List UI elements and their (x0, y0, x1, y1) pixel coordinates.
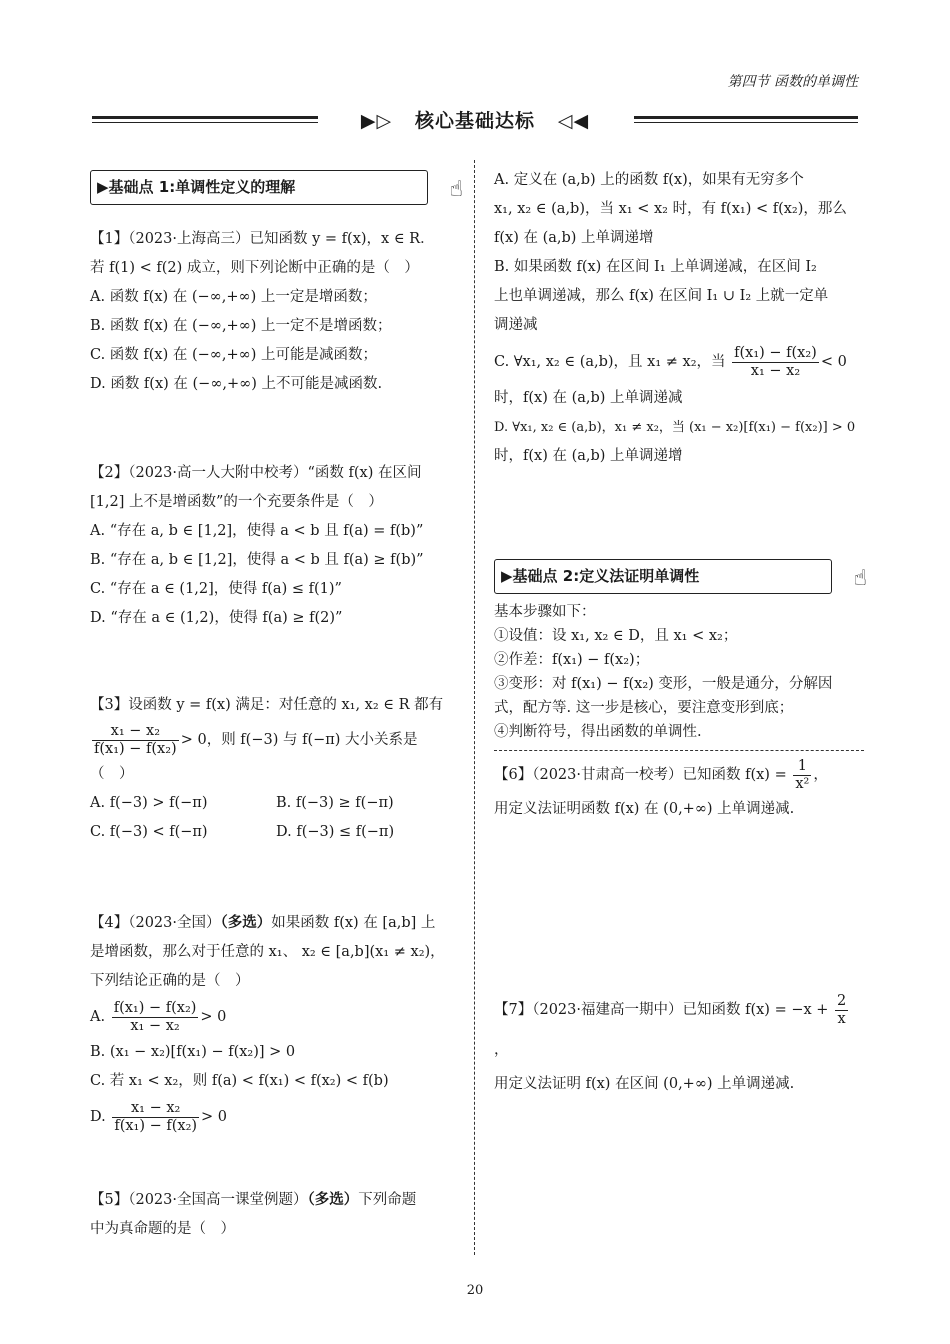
question-6 (494, 755, 864, 824)
q5-option-c-line2: 时，f(x) 在 (a,b) 上单调递减 (494, 390, 683, 406)
q5-c-tail: < 0 (820, 354, 847, 370)
title-left-arrows: ▶▷ (360, 110, 393, 132)
q5-option-b-line2: 上也单调递减，那么 f(x) 在区间 I₁ ∪ I₂ 上就一定单 (494, 288, 829, 304)
section-title (0, 106, 950, 133)
q3-number: 【3】 (90, 697, 129, 713)
q3-options-row2 (90, 818, 462, 847)
q1-stem-line2: 若 f(1) < f(2) 成立，则下列论断中正确的是（ ） (90, 260, 419, 276)
q6-den: x² (795, 775, 810, 792)
q2-stem-line2: [1,2] 上不是增函数”的一个充要条件是（ ） (90, 494, 383, 510)
q4-a-num: f(x₁) − f(x₂) (113, 999, 197, 1016)
q4-number: 【4】 (90, 915, 129, 931)
q2-stem-line1 (90, 459, 462, 488)
q5-c-den: x₁ − x₂ (750, 362, 801, 379)
q4-d-den: f(x₁) − f(x₂) (114, 1117, 198, 1134)
q6-num: 1 (793, 758, 811, 776)
q4-a-tail: > 0 (200, 1009, 227, 1025)
step-3-line2: 式，配方等. 这一步是核心，要注意变形到底； (494, 700, 794, 716)
q3-paren: （ ） (90, 766, 134, 782)
q1-option-d: D. 函数 f(x) 在 (−∞,+∞) 上不可能是减函数. (90, 376, 383, 392)
q4-d-fraction (112, 1100, 199, 1135)
q7-source: （2023·福建高一期中） (532, 1002, 683, 1018)
q3-stem-a: 设函数 y = f(x) 满足：对任意的 x₁, x₂ ∈ R 都有 (128, 697, 444, 713)
q6-stem-line2: 用定义法证明函数 f(x) 在 (0,+∞) 上单调递减. (494, 801, 795, 817)
q5-stem-a: 下列命题 (358, 1192, 417, 1208)
q5-stem-line2: 中为真命题的是（ ） (90, 1221, 235, 1237)
q5-option-a-line2: x₁, x₂ ∈ (a,b)，当 x₁ < x₂ 时，有 f(x₁) < f(x₂)，那么 (494, 201, 847, 217)
step-2: ②作差：f(x₁) − f(x₂)； (494, 652, 650, 668)
q6-tail: ， (813, 767, 828, 783)
q4-stem-a: 如果函数 f(x) 在 [a,b] 上 (271, 915, 436, 931)
basic-point-2-label: ▶基础点 2:定义法证明单调性 (501, 567, 700, 585)
steps-divider (494, 750, 864, 751)
q3-option-d: D. f(−3) ≤ f(−π) (276, 824, 395, 840)
q7-fraction (835, 993, 848, 1028)
q6-stem-line1 (494, 755, 864, 795)
q2-source: （2023·高一人大附中校考） (128, 465, 308, 481)
q4-d-tail: > 0 (201, 1109, 228, 1125)
q5-option-b-line1: B. 如果函数 f(x) 在区间 I₁ 上单调递减，在区间 I₂ (494, 259, 817, 275)
q5-c-text: C. ∀x₁, x₂ ∈ (a,b)，且 x₁ ≠ x₂，当 (494, 354, 726, 370)
q3-stem-line2 (90, 720, 462, 760)
q3-fraction (92, 723, 179, 758)
q2-option-d: D. “存在 a ∈ (1,2)，使得 f(a) ≥ f(2)” (90, 610, 343, 626)
q3-option-b: B. f(−3) ≥ f(−π) (276, 795, 394, 811)
right-column (494, 166, 867, 1099)
section-header: 第四节 函数的单调性 (727, 74, 858, 90)
q5-number: 【5】 (90, 1192, 129, 1208)
proof-steps (494, 600, 864, 744)
q4-a-label: A. (90, 1009, 106, 1025)
q6-fraction (793, 758, 811, 793)
step-1: ①设值：设 x₁, x₂ ∈ D，且 x₁ < x₂； (494, 628, 738, 644)
q7-num: 2 (837, 992, 847, 1009)
q3-stem-b: > 0，则 f(−3) 与 f(−π) 大小关系是 (180, 732, 418, 748)
q2-option-b: B. “存在 a, b ∈ [1,2]，使得 a < b 且 f(a) ≥ f(b)” (90, 552, 424, 568)
q1-source: （2023·上海高三） (128, 231, 250, 247)
pointing-hand-icon: ☝ (853, 566, 867, 591)
q5-stem-line1 (90, 1186, 462, 1215)
step-3-line1: ③变形：对 f(x₁) − f(x₂) 变形，一般是通分，分解因 (494, 676, 833, 692)
q5-option-a-line1: A. 定义在 (a,b) 上的函数 f(x)，如果有无穷多个 (494, 172, 804, 188)
q7-stem-a: 已知函数 f(x) = −x + (682, 1002, 829, 1018)
title-right-arrows: ◁◀ (557, 110, 590, 132)
question-1 (90, 225, 462, 399)
q1-stem-line1 (90, 225, 462, 254)
question-5-start (90, 1186, 462, 1244)
q1-option-b: B. 函数 f(x) 在 (−∞,+∞) 上一定不是增函数； (90, 318, 392, 334)
q3-frac-num: x₁ − x₂ (92, 723, 179, 741)
q4-a-fraction (112, 1000, 199, 1035)
left-column (90, 170, 462, 1244)
q4-stem-line2: 是增函数，那么对于任意的 x₁、 x₂ ∈ [a,b](x₁ ≠ x₂)， (90, 944, 445, 960)
q2-option-a: A. “存在 a, b ∈ [1,2]，使得 a < b 且 f(a) = f(b)” (90, 523, 424, 539)
column-divider (474, 160, 475, 1255)
q7-stem-line1 (494, 990, 864, 1070)
q4-stem-line3: 下列结论正确的是（ ） (90, 973, 250, 989)
q5-option-a-line3: f(x) 在 (a,b) 上单调递增 (494, 230, 654, 246)
title-text: 核心基础达标 (414, 110, 535, 132)
basic-point-1-label: ▶基础点 1:单调性定义的理解 (97, 178, 296, 196)
q3-stem-line1 (90, 691, 462, 720)
q3-frac-den: f(x₁) − f(x₂) (94, 740, 177, 757)
q3-option-c: C. f(−3) < f(−π) (90, 824, 208, 840)
q1-number: 【1】 (90, 231, 129, 247)
q5-source: （2023·全国高一课堂例题） (128, 1192, 308, 1208)
q4-multi-tag: （多选） (220, 915, 272, 931)
q1-option-a: A. 函数 f(x) 在 (−∞,+∞) 上一定是增函数； (90, 289, 377, 305)
q2-number: 【2】 (90, 465, 129, 481)
q7-number: 【7】 (494, 1002, 533, 1018)
q4-a-den: x₁ − x₂ (130, 1017, 180, 1034)
q4-option-d (90, 1096, 462, 1138)
question-5-options (494, 166, 864, 471)
basic-point-1-box (90, 170, 463, 205)
q1-stem-a: 已知函数 y = f(x)，x ∈ R． (249, 231, 435, 247)
q4-d-label: D. (90, 1109, 106, 1125)
step-4: ④判断符号，得出函数的单调性. (494, 724, 702, 740)
q6-stem-a: 已知函数 f(x) = (682, 767, 787, 783)
q2-option-c: C. “存在 a ∈ (1,2]，使得 f(a) ≤ f(1)” (90, 581, 342, 597)
q4-option-a (90, 996, 462, 1038)
q6-number: 【6】 (494, 767, 533, 783)
q5-c-fraction (732, 345, 819, 380)
q5-c-num: f(x₁) − f(x₂) (734, 344, 817, 361)
q5-option-c-line1 (494, 340, 864, 384)
q6-source: （2023·甘肃高一校考） (532, 767, 683, 783)
question-4 (90, 909, 462, 1138)
pointing-hand-icon: ☝ (449, 177, 463, 202)
q7-stem-line2: 用定义法证明 f(x) 在区间 (0,+∞) 上单调递减. (494, 1076, 795, 1092)
q5-option-d-line1: D. ∀x₁, x₂ ∈ (a,b)，x₁ ≠ x₂，当 (x₁ − x₂)[f(x₁) − f(x₂)] > 0 (494, 420, 856, 435)
q4-d-num: x₁ − x₂ (112, 1100, 199, 1118)
page-number: 20 (466, 1283, 484, 1298)
basic-point-2-box (494, 559, 867, 594)
q4-option-b: B. (x₁ − x₂)[f(x₁) − f(x₂)] > 0 (90, 1044, 296, 1060)
q4-source: （2023·全国） (128, 915, 221, 931)
q4-stem-line1 (90, 909, 462, 938)
question-2 (90, 459, 462, 633)
q5-option-b-line3: 调递减 (494, 317, 538, 333)
q3-option-a: A. f(−3) > f(−π) (90, 795, 208, 811)
q5-multi-tag: （多选） (307, 1192, 359, 1208)
question-3 (90, 691, 462, 847)
q4-option-c: C. 若 x₁ < x₂，则 f(a) < f(x₁) < f(x₂) < f(b) (90, 1073, 389, 1089)
steps-intro: 基本步骤如下： (494, 604, 596, 620)
q1-option-c: C. 函数 f(x) 在 (−∞,+∞) 上可能是减函数； (90, 347, 377, 363)
q5-option-d-line2: 时，f(x) 在 (a,b) 上单调递增 (494, 448, 683, 464)
q3-options-row1 (90, 789, 462, 818)
q7-den: x (837, 1010, 846, 1027)
question-7 (494, 990, 864, 1099)
q2-stem-a: “函数 f(x) 在区间 (307, 465, 422, 481)
q7-tail: ， (494, 1042, 509, 1058)
